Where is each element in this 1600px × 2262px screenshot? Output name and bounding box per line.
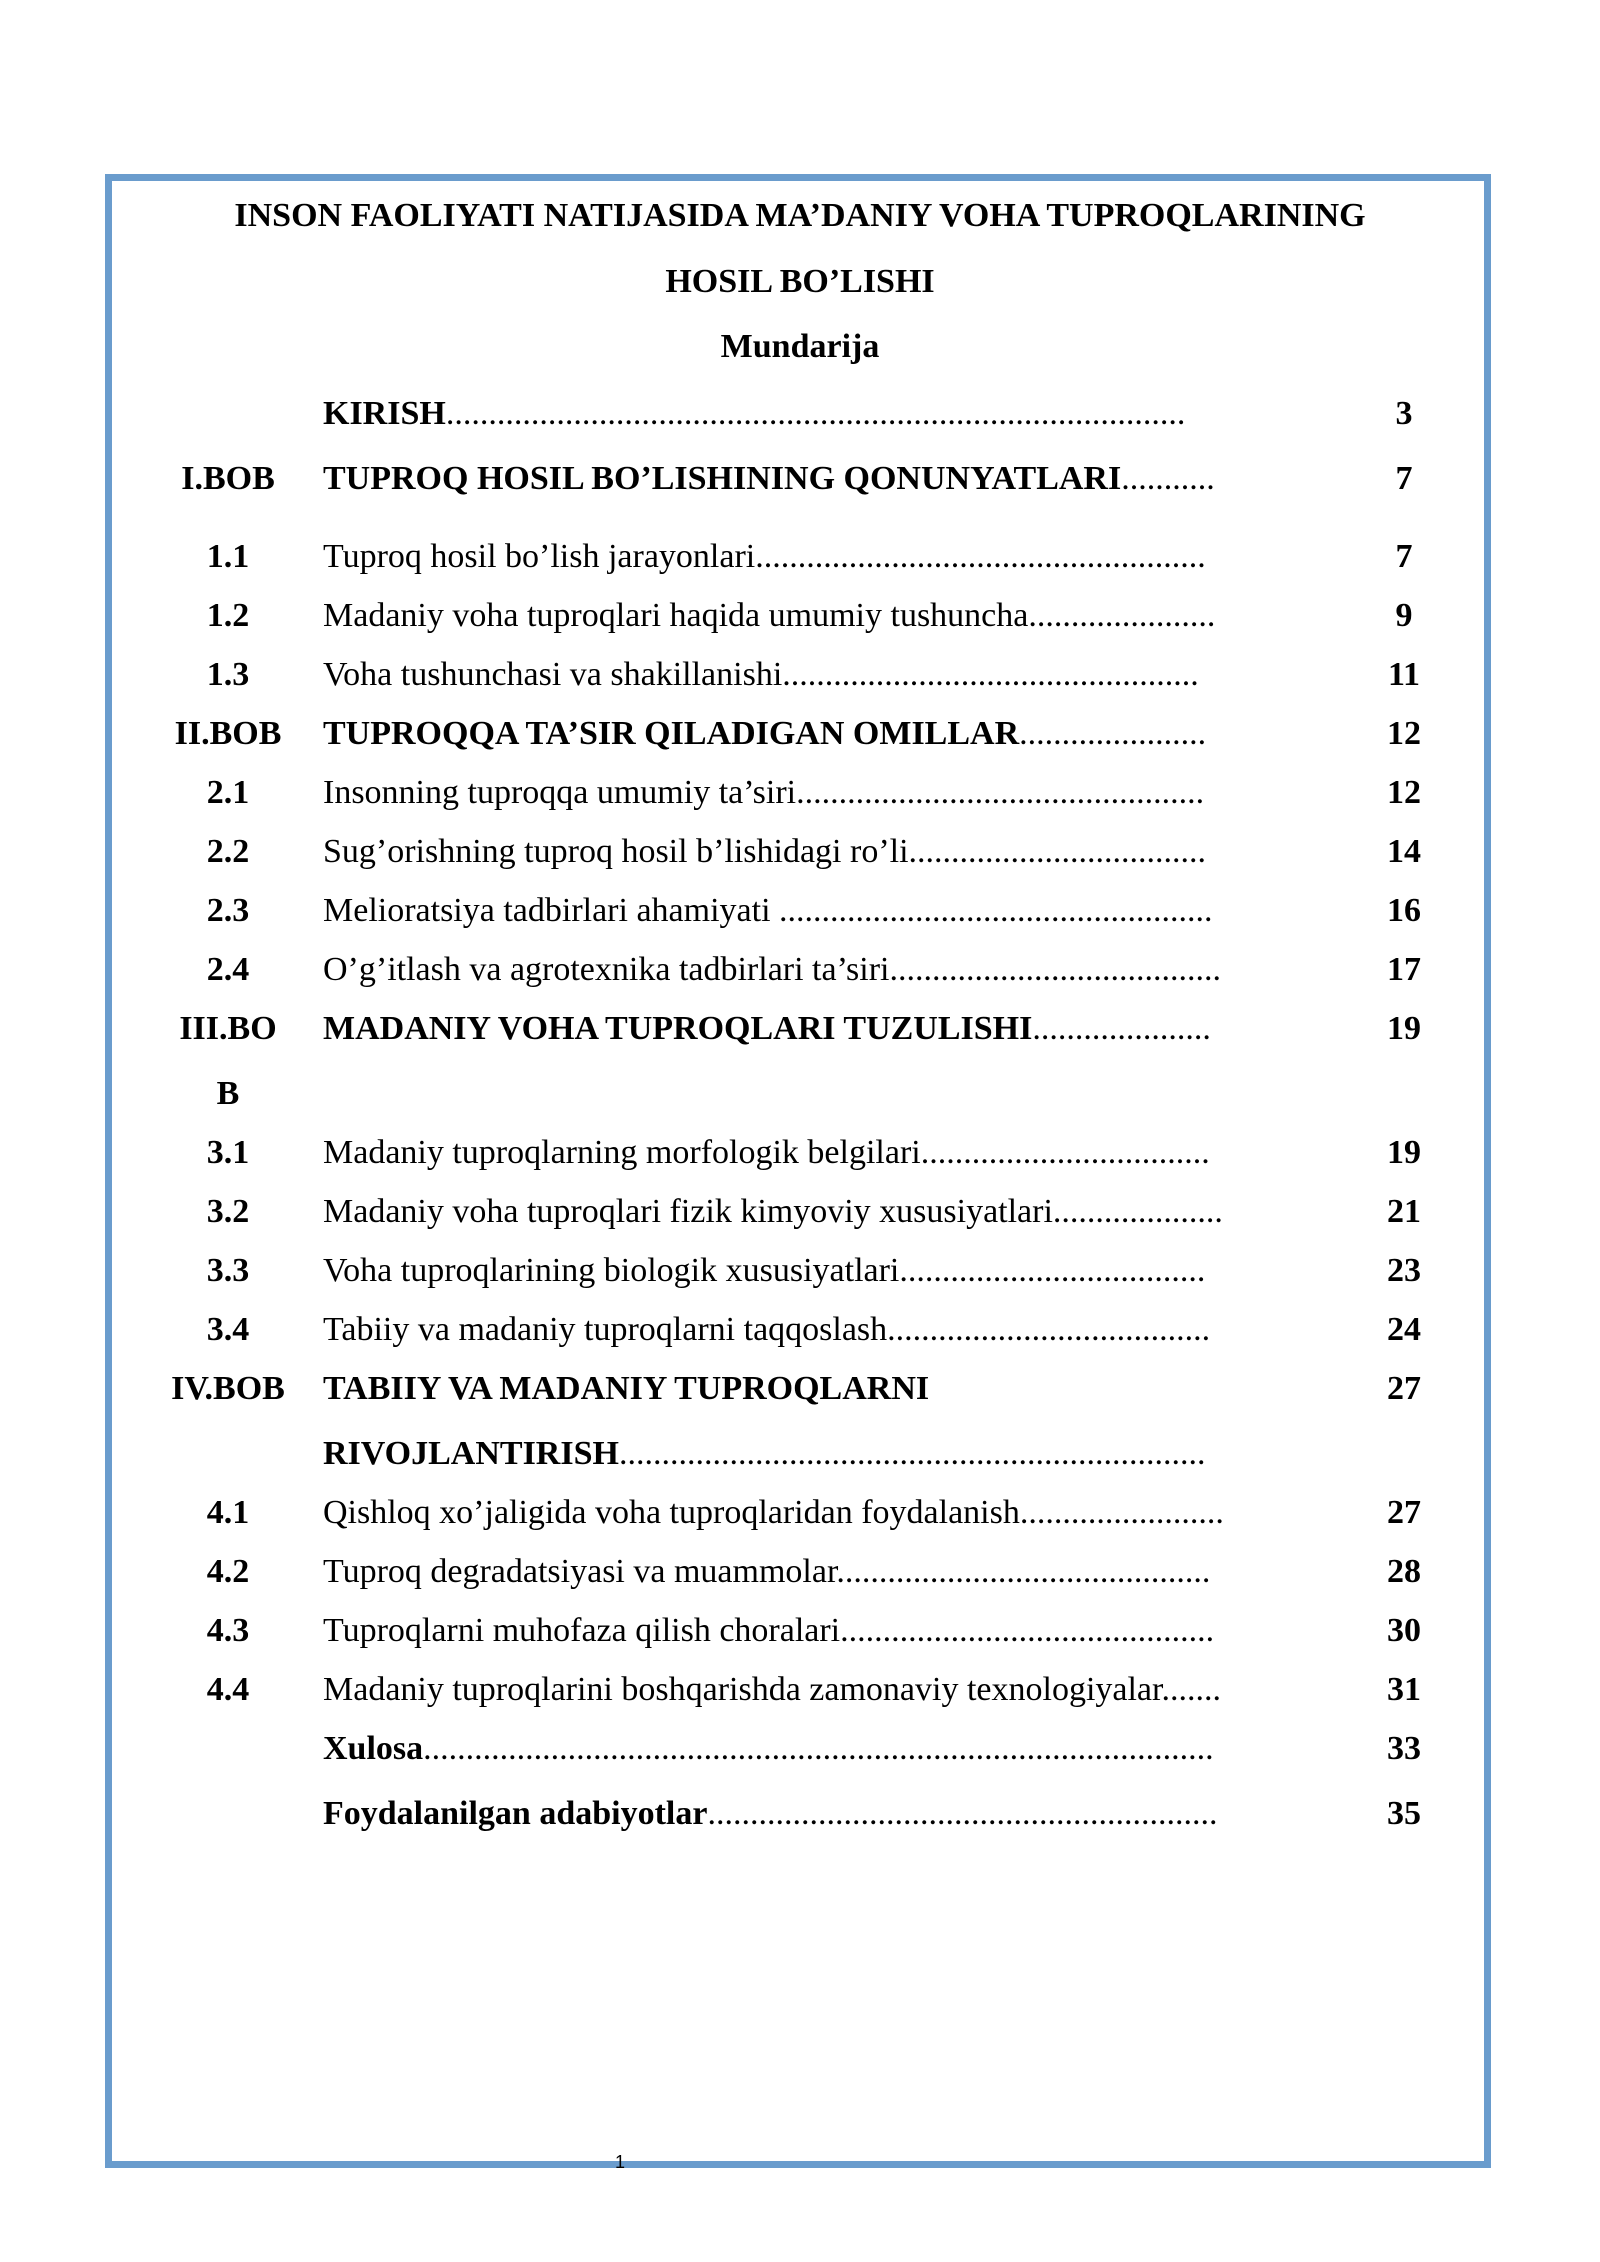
toc-entry-number: 3.1: [206, 1134, 250, 1171]
toc-entry-chapter-2[interactable]: [0, 711, 1600, 757]
toc-leader-dots: ........................: [1019, 1494, 1224, 1531]
toc-entry-page: 21: [1387, 1193, 1421, 1230]
toc-entry-page: 9: [1395, 597, 1413, 634]
toc-entry-text: [323, 1726, 1325, 1772]
toc-entry-label: Madaniy tuproqlarini boshqarishda zamonaviy texnologiyalar: [323, 1671, 1162, 1708]
toc-leader-dots: .....................................................................: [618, 1435, 1206, 1472]
toc-leader-dots: .....................................................: [755, 538, 1206, 575]
toc-entry-text: [323, 947, 1325, 993]
toc-entry-number: 3.3: [206, 1252, 250, 1289]
toc-entry-label: Madaniy voha tuproqlari fizik kimyoviy xususiyatlari: [323, 1193, 1053, 1230]
toc-entry-text: [323, 593, 1325, 639]
toc-heading: Mundarija: [720, 328, 880, 365]
toc-entry-number: 2.4: [206, 951, 250, 988]
toc-leader-dots: .................................................: [782, 656, 1199, 693]
toc-entry-page: 35: [1387, 1795, 1421, 1832]
toc-entry-label: Tuproq degradatsiyasi va muammolar: [323, 1553, 837, 1590]
toc-entry-text: [323, 1608, 1325, 1654]
toc-entry-number: III.BO: [179, 1010, 277, 1047]
toc-entry-text: [323, 1248, 1325, 1294]
toc-entry-xulosa[interactable]: [0, 1726, 1600, 1772]
toc-entry-label: TABIIY VA MADANIY TUPROQLARNI: [323, 1370, 930, 1407]
toc-entry-text: [323, 1189, 1325, 1235]
toc-entry-3-3[interactable]: [0, 1248, 1600, 1294]
toc-entry-label: Voha tushunchasi va shakillanishi: [323, 656, 783, 693]
toc-entry-text: [323, 1307, 1325, 1353]
toc-entry-4-3[interactable]: [0, 1608, 1600, 1654]
toc-entry-page: 12: [1387, 715, 1421, 752]
toc-entry-label: Madaniy tuproqlarning morfologik belgilari: [323, 1134, 921, 1171]
toc-entry-number: 3.4: [206, 1311, 250, 1348]
toc-entry-page: 7: [1395, 460, 1413, 497]
toc-entry-page: 17: [1387, 951, 1421, 988]
toc-entry-label: KIRISH: [323, 395, 446, 432]
toc-entry-page: 33: [1387, 1730, 1421, 1767]
toc-entry-label: Voha tuproqlarining biologik xususiyatlari: [323, 1252, 900, 1289]
toc-entry-page: 19: [1387, 1010, 1421, 1047]
toc-entry-1-2[interactable]: [0, 593, 1600, 639]
toc-entry-4-4[interactable]: [0, 1667, 1600, 1713]
toc-entry-page: 24: [1387, 1311, 1421, 1348]
toc-entry-page: 14: [1387, 833, 1421, 870]
toc-entry-text: [323, 829, 1325, 875]
toc-entry-label: Melioratsiya tadbirlari ahamiyati: [323, 892, 771, 929]
toc-entry-chapter-1[interactable]: [0, 456, 1600, 502]
toc-entry-number: 1.2: [206, 597, 250, 634]
toc-entry-text: [323, 770, 1325, 816]
toc-entry-chapter-4-wrap[interactable]: [0, 1431, 1600, 1477]
toc-entry-2-4[interactable]: [0, 947, 1600, 993]
toc-entry-text: [323, 652, 1325, 698]
toc-entry-3-2[interactable]: [0, 1189, 1600, 1235]
toc-entry-page: 27: [1387, 1370, 1421, 1407]
toc-entry-text: [323, 711, 1325, 757]
toc-entry-number: 4.3: [206, 1612, 250, 1649]
toc-entry-number: I.BOB: [181, 460, 275, 497]
toc-leader-dots: .............................................................................................: [423, 1730, 1214, 1767]
toc-entry-2-2[interactable]: [0, 829, 1600, 875]
toc-entry-label: MADANIY VOHA TUPROQLARI TUZULISHI: [323, 1010, 1033, 1047]
toc-entry-page: 27: [1387, 1494, 1421, 1531]
toc-entry-label: Foydalanilgan adabiyotlar: [323, 1795, 708, 1832]
toc-entry-4-1[interactable]: [0, 1490, 1600, 1536]
toc-leader-dots: .......: [1161, 1671, 1221, 1708]
toc-entry-label: Xulosa: [323, 1730, 424, 1767]
toc-entry-3-4[interactable]: [0, 1307, 1600, 1353]
document-title-line-2: HOSIL BO’LISHI: [665, 263, 935, 300]
toc-leader-dots: ..................................: [920, 1134, 1210, 1171]
toc-entry-label: Tuproqlarni muhofaza qilish choralari: [323, 1612, 841, 1649]
toc-entry-4-2[interactable]: [0, 1549, 1600, 1595]
toc-leader-dots: .......................................: [889, 951, 1221, 988]
toc-entry-label: Qishloq xo’jaligida voha tuproqlaridan foydalanish: [323, 1494, 1020, 1531]
toc-entry-label-continuation: RIVOJLANTIRISH: [323, 1435, 619, 1472]
toc-entry-text: [323, 456, 1325, 502]
toc-entry-page: 11: [1387, 656, 1421, 693]
toc-entry-page: 16: [1387, 892, 1421, 929]
toc-entry-page: 23: [1387, 1252, 1421, 1289]
toc-entry-text: [323, 534, 1325, 580]
toc-entry-text: [323, 1490, 1325, 1536]
toc-leader-dots: ............................................: [840, 1612, 1215, 1649]
toc-entry-text: [323, 391, 1325, 437]
toc-entry-chapter-3[interactable]: [0, 1006, 1600, 1052]
page-number: 1: [614, 2152, 625, 2172]
toc-entry-2-3[interactable]: [0, 888, 1600, 934]
toc-leader-dots: ....................................: [899, 1252, 1206, 1289]
toc-leader-dots: ......................: [1019, 715, 1207, 752]
toc-entry-3-1[interactable]: [0, 1130, 1600, 1176]
toc-entry-number: 4.1: [206, 1494, 250, 1531]
toc-leader-dots: ....................: [1052, 1193, 1223, 1230]
toc-entry-number: 1.1: [206, 538, 250, 575]
toc-entry-references[interactable]: [0, 1791, 1600, 1837]
toc-leader-dots: ......................................: [887, 1311, 1211, 1348]
toc-entry-label: Tabiiy va madaniy tuproqlarni taqqoslash: [323, 1311, 888, 1348]
toc-entry-label: TUPROQ HOSIL BO’LISHINING QONUNYATLARI: [323, 460, 1122, 497]
toc-entry-chapter-4[interactable]: [0, 1366, 1600, 1412]
toc-entry-number: 2.1: [206, 774, 250, 811]
toc-entry-number: 2.2: [206, 833, 250, 870]
toc-leader-dots: ...................................: [908, 833, 1207, 870]
toc-entry-number: 3.2: [206, 1193, 250, 1230]
toc-entry-page: 7: [1395, 538, 1413, 575]
toc-entry-page: 31: [1387, 1671, 1421, 1708]
toc-entry-label: Insonning tuproqqa umumiy ta’siri: [323, 774, 797, 811]
toc-leader-dots: ................................................: [796, 774, 1205, 811]
toc-entry-kirish[interactable]: [0, 391, 1600, 437]
toc-entry-text: [323, 1549, 1325, 1595]
toc-entry-number: 2.3: [206, 892, 250, 929]
toc-leader-dots: ............................................................: [707, 1795, 1218, 1832]
toc-entry-label: O’g’itlash va agrotexnika tadbirlari ta’siri: [323, 951, 890, 988]
toc-entry-label: Madaniy voha tuproqlari haqida umumiy tushuncha: [323, 597, 1029, 634]
toc-entry-chapter-3-wrap: [0, 1071, 1600, 1117]
toc-entry-text-continuation: [323, 1431, 1325, 1477]
document-title-line-1: INSON FAOLIYATI NATIJASIDA MA’DANIY VOHA TUPROQLARINING: [234, 197, 1366, 234]
toc-leader-dots: .....................: [1032, 1010, 1211, 1047]
toc-leader-dots: .......................................................................................: [445, 395, 1186, 432]
toc-entry-text: [323, 1366, 1325, 1412]
toc-entry-text: [323, 888, 1325, 934]
toc-leader-dots: ......................: [1028, 597, 1216, 634]
toc-entry-text: [323, 1791, 1325, 1837]
toc-entry-2-1[interactable]: [0, 770, 1600, 816]
toc-entry-page: 30: [1387, 1612, 1421, 1649]
toc-entry-number: II.BOB: [174, 715, 282, 752]
toc-entry-label: TUPROQQA TA’SIR QILADIGAN OMILLAR: [323, 715, 1020, 752]
toc-leader-dots: ...........: [1121, 460, 1215, 497]
toc-entry-text: [323, 1006, 1325, 1052]
toc-entry-label: Tuproq hosil bo’lish jarayonlari: [323, 538, 756, 575]
toc-entry-page: 28: [1387, 1553, 1421, 1590]
toc-entry-number: IV.BOB: [171, 1370, 285, 1407]
toc-entry-number-continuation: B: [216, 1075, 240, 1112]
toc-entry-text: [323, 1130, 1325, 1176]
toc-entry-page: 3: [1395, 395, 1413, 432]
toc-leader-dots: ...................................................: [770, 892, 1213, 929]
toc-entry-page: 12: [1387, 774, 1421, 811]
toc-leader-dots: ............................................: [836, 1553, 1211, 1590]
toc-entry-number: 1.3: [206, 656, 250, 693]
toc-entry-number: 4.2: [206, 1553, 250, 1590]
toc-entry-1-3[interactable]: [0, 652, 1600, 698]
toc-entry-label: Sug’orishning tuproq hosil b’lishidagi ro’li: [323, 833, 909, 870]
toc-entry-number: 4.4: [206, 1671, 250, 1708]
toc-entry-text: [323, 1667, 1325, 1713]
toc-entry-page: 19: [1387, 1134, 1421, 1171]
toc-entry-1-1[interactable]: [0, 534, 1600, 580]
